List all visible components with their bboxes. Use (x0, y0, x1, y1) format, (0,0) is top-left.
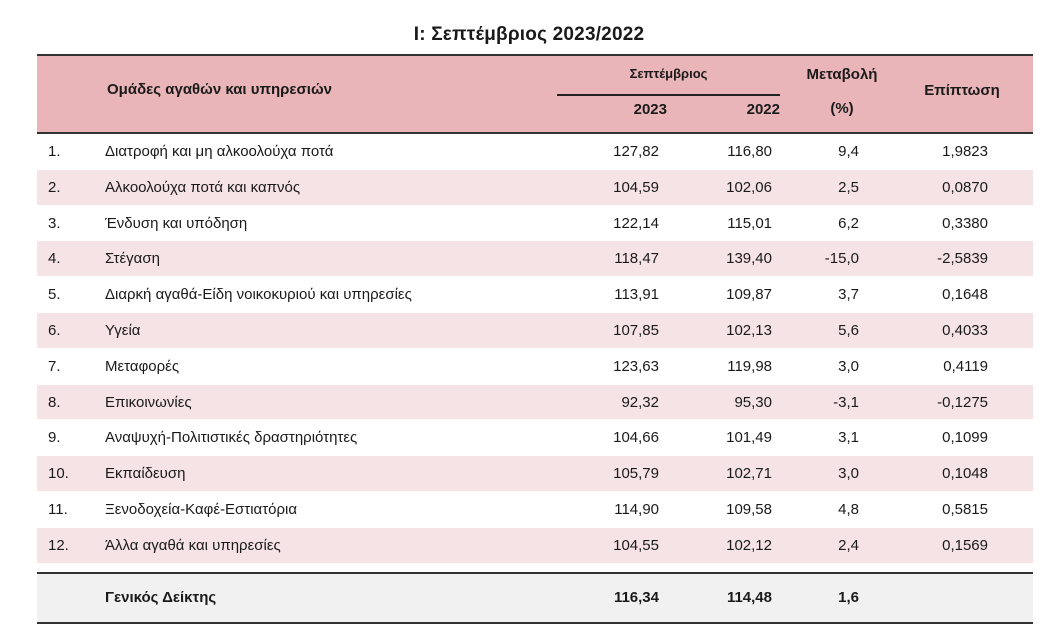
row-group-name: Διατροφή και μη αλκοολούχα ποτά (105, 143, 334, 160)
row-value-2022: 101,49 (726, 429, 772, 447)
table-row (37, 456, 1033, 492)
total-2023: 116,34 (613, 588, 659, 606)
row-value-2023: 104,59 (613, 178, 659, 196)
row-value-2023: 127,82 (613, 143, 659, 160)
row-number: 3. (48, 214, 61, 232)
header-groups: Ομάδες αγαθών και υπηρεσιών (107, 81, 332, 98)
row-number: 10. (48, 465, 69, 483)
row-number: 12. (48, 536, 69, 554)
row-group-name: Ξενοδοχεία-Καφέ-Εστιατόρια (105, 500, 298, 518)
row-number: 8. (48, 393, 61, 411)
total-row (37, 572, 1033, 624)
table-row (37, 492, 1033, 528)
header-month: Σεπτέμβριος (629, 66, 708, 81)
row-value-2023: 104,66 (613, 429, 659, 447)
row-change: 2,4 (838, 536, 859, 554)
row-change: 4,8 (838, 500, 859, 518)
row-impact: 0,4033 (942, 321, 988, 339)
row-change: 6,2 (838, 214, 859, 232)
row-value-2022: 102,12 (726, 536, 772, 554)
row-number: 2. (48, 178, 61, 196)
row-value-2022: 116,80 (727, 143, 772, 160)
cpi-table (37, 54, 1033, 624)
row-group-name: Εκπαίδευση (105, 465, 186, 483)
row-value-2023: 105,79 (613, 465, 659, 483)
row-value-2022: 119,98 (727, 357, 772, 375)
row-group-name: Μεταφορές (105, 357, 180, 375)
row-group-name: Διαρκή αγαθά-Είδη νοικοκυριού και υπηρεσίες (105, 286, 412, 304)
row-change: 5,6 (838, 321, 859, 339)
row-value-2022: 139,40 (726, 250, 772, 268)
row-value-2022: 109,58 (726, 500, 772, 518)
row-impact: 1,9823 (942, 143, 988, 160)
row-number: 7. (48, 357, 61, 375)
row-group-name: Άλλα αγαθά και υπηρεσίες (105, 536, 281, 554)
row-impact: 0,4119 (943, 357, 988, 375)
header-year-2023: 2023 (633, 101, 667, 118)
row-impact: 0,1048 (942, 465, 988, 483)
row-group-name: Στέγαση (105, 250, 160, 268)
row-impact: 0,1569 (942, 536, 988, 554)
row-group-name: Επικοινωνίες (105, 393, 192, 411)
row-impact: -2,5839 (937, 250, 988, 268)
table-row (37, 241, 1033, 277)
row-change: -15,0 (824, 250, 859, 268)
header-year-2022: 2022 (746, 101, 780, 118)
row-change: 3,0 (838, 465, 859, 483)
row-group-name: Υγεία (105, 321, 141, 339)
row-value-2022: 102,71 (726, 465, 772, 483)
row-group-name: Ένδυση και υπόδηση (105, 214, 248, 232)
row-number: 9. (48, 429, 61, 447)
row-impact: 0,0870 (942, 178, 988, 196)
table-row (37, 385, 1033, 421)
table-row (37, 206, 1033, 242)
row-number: 4. (48, 250, 61, 268)
row-change: 2,5 (838, 178, 859, 196)
row-impact: 0,1099 (942, 429, 988, 447)
row-change: 3,1 (838, 429, 859, 447)
row-value-2022: 115,01 (727, 214, 772, 232)
row-change: 3,7 (838, 286, 859, 304)
total-label: Γενικός Δείκτης (105, 588, 217, 606)
row-change: 3,0 (838, 357, 859, 375)
table-row (37, 349, 1033, 385)
row-value-2023: 113,91 (614, 286, 659, 304)
table-row (37, 170, 1033, 206)
table-row (37, 277, 1033, 313)
table-body (37, 134, 1033, 564)
table-row (37, 134, 1033, 170)
header-impact: Επίπτωση (924, 82, 1000, 99)
row-number: 6. (48, 321, 61, 339)
row-value-2022: 102,13 (726, 321, 772, 339)
row-value-2023: 92,32 (621, 393, 659, 411)
row-value-2022: 109,87 (726, 286, 772, 304)
row-value-2023: 107,85 (613, 321, 659, 339)
row-value-2022: 95,30 (734, 393, 772, 411)
row-impact: -0,1275 (937, 393, 988, 411)
row-group-name: Αλκοολούχα ποτά και καπνός (105, 178, 301, 196)
row-impact: 0,1648 (942, 286, 988, 304)
row-group-name: Αναψυχή-Πολιτιστικές δραστηριότητες (105, 429, 358, 447)
table-row (37, 420, 1033, 456)
row-impact: 0,3380 (942, 214, 988, 232)
row-number: 11. (48, 500, 68, 518)
table-row (37, 528, 1033, 564)
table-title: I: Σεπτέμβριος 2023/2022 (413, 24, 645, 45)
table-row (37, 313, 1033, 349)
row-value-2022: 102,06 (726, 178, 772, 196)
total-2022: 114,48 (726, 588, 772, 606)
row-value-2023: 123,63 (613, 357, 659, 375)
row-value-2023: 114,90 (614, 500, 659, 518)
row-impact: 0,5815 (942, 500, 988, 518)
header-change-unit: (%) (830, 100, 854, 117)
row-value-2023: 122,14 (613, 214, 659, 232)
row-change: -3,1 (833, 393, 859, 411)
row-value-2023: 104,55 (613, 536, 659, 554)
row-value-2023: 118,47 (614, 250, 659, 268)
row-number: 5. (48, 286, 61, 304)
table-header (37, 54, 1033, 134)
header-month-underline (557, 94, 780, 96)
header-change: Μεταβολή (806, 66, 878, 83)
row-number: 1. (48, 143, 61, 160)
total-change: 1,6 (838, 588, 859, 606)
row-change: 9,4 (838, 143, 859, 160)
